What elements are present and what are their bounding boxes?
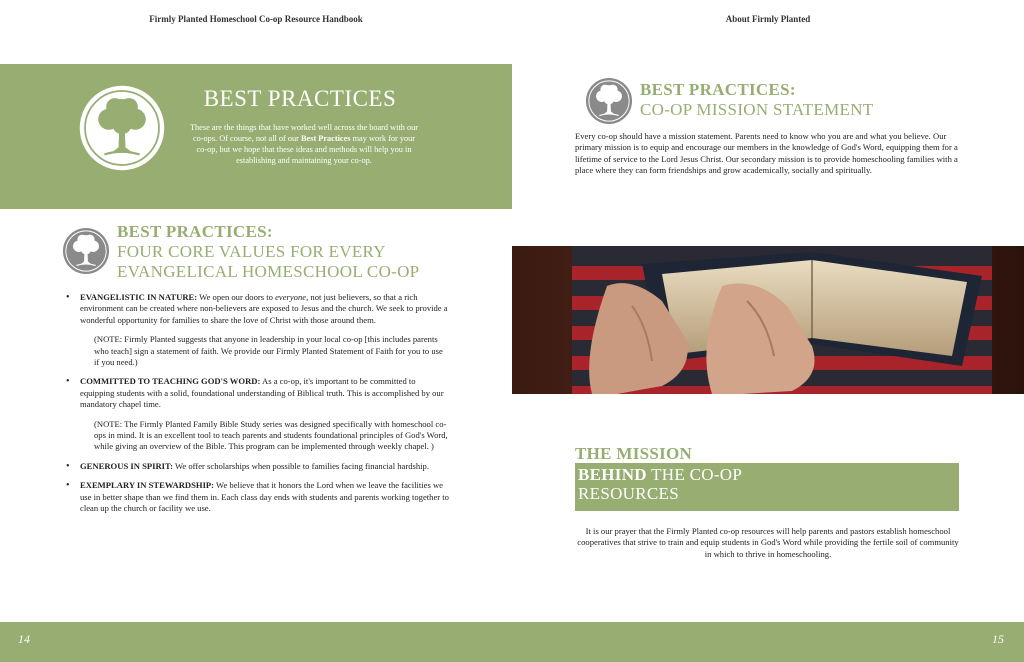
list-item: • EXEMPLARY IN STEWARDSHIP: We believe that it honors the Lord when we leave the facilities we use in better shape than we find them in. Each class day ends with students and parents working together to clean up the church or facility we use.	[66, 480, 450, 514]
list-item: • COMMITTED TO TEACHING GOD'S WORD: As a co-op, it's important to be committed to equipping students with a solid, foundational understanding of Biblical truth. This is accomplished by our mandatory chapel time. (NOTE: The Firmly Planted Family Bible Study series was designed specifically with homeschool co-ops in mind. It is an excellent tool to teach parents and students foundational principles of God's Word, while giving an overview of the Bible. This program can be implemented through weekly chapel. )	[66, 376, 450, 452]
list-item: • GENEROUS IN SPIRIT: We offer scholarships when possible to families facing financial hardship.	[66, 461, 450, 472]
list-item: • EVANGELISTIC IN NATURE: We open our doors to everyone, not just believers, so that a rich environment can be created where non-believers are exposed to Jesus and the church. We seek to provide a wonderful opportunity for families to share the love of Christ with those around them. (NOTE: Firmly Planted suggests that anyone in leadership in your local co-op [this includes parents who teach] sign a statement of faith. We provide our Firmly Planted Statement of Faith for you to use if you need.)	[66, 292, 450, 368]
note-text: (NOTE: The Firmly Planted Family Bible Study series was designed specifically with homeschool co-ops in mind. It is an excellent tool to teach parents and students foundational principles of God's Word, while giving an overview of the Bible. This program can be implemented through weekly chapel. )	[94, 418, 448, 452]
core-values-list	[66, 292, 450, 523]
tree-logo-icon	[78, 84, 166, 172]
banner-title: BEST PRACTICES	[203, 86, 397, 111]
core-values-heading: BEST PRACTICES: FOUR CORE VALUES FOR EVERY EVANGELICAL HOMESCHOOL CO-OP	[117, 222, 420, 281]
mission-behind-text: It is our prayer that the Firmly Planted co-op resources will help parents and pastors establish homeschool cooperatives that strive to train and equip students in God's Word while providing the fertile soil of community in which to thrive in homeschooling.	[577, 526, 959, 559]
mission-behind-heading: THE MISSION BEHIND THE CO-OP RESOURCES	[575, 444, 959, 511]
page-number-left: 14	[18, 632, 30, 646]
mission-statement-heading: BEST PRACTICES: CO-OP MISSION STATEMENT	[640, 80, 874, 119]
tree-logo-icon	[62, 227, 110, 275]
page-number-right: 15	[992, 632, 1004, 646]
tree-logo-icon	[585, 77, 633, 125]
best-practices-banner	[0, 64, 512, 209]
running-header-right: About Firmly Planted	[725, 14, 811, 24]
banner-text: These are the things that have worked well across the board with our co-ops. Of course, not all of our Best Practices may work for your co-op, but we hope that these ideas and methods will help you in establishing and maintaining your co-op.	[189, 123, 419, 165]
running-header-left: Firmly Planted Homeschool Co-op Resource Handbook	[149, 14, 363, 24]
open-bible-photo	[512, 246, 1024, 394]
note-text: (NOTE: Firmly Planted suggests that anyone in leadership in your local co-op [this includes parents who teach] sign a statement of faith. We provide our Firmly Planted Statement of Faith for you to use if you need.)	[94, 334, 443, 368]
mission-statement-text: Every co-op should have a mission statement. Parents need to know who you are and what you believe. Our primary mission is to equip and encourage our members in the knowledge of God's Word, equipping them for a lifetime of service to the Lord Jesus Christ. Our secondary mission is to provide homeschooling families with a place where they can form friendships and grow academically, socially and spiritually.	[575, 131, 958, 176]
page-footer	[0, 622, 1024, 662]
